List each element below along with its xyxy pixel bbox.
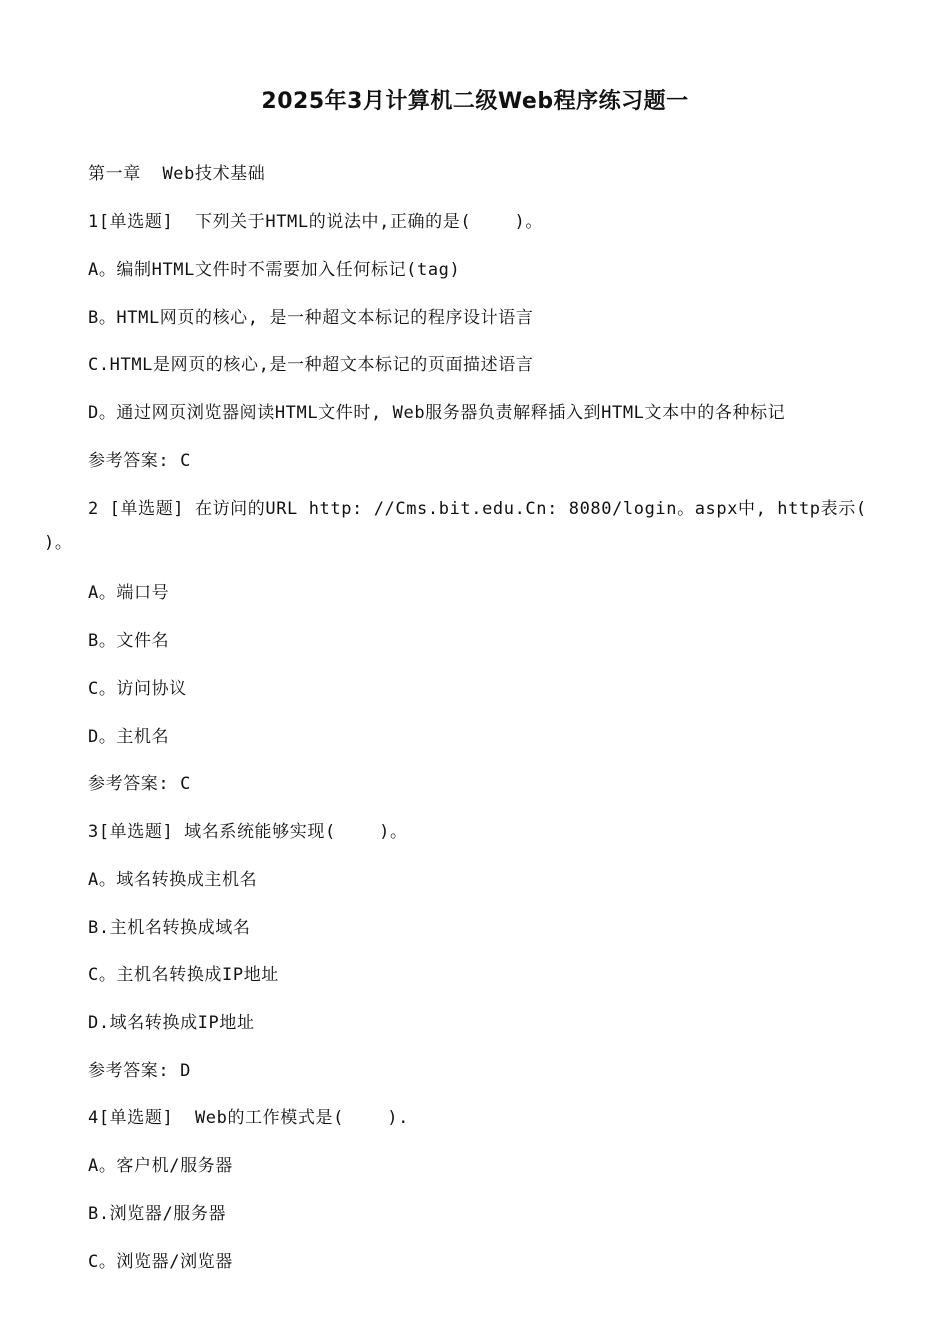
question-3-option-a: A。域名转换成主机名	[88, 870, 258, 890]
question-1-option-a: A。编制HTML文件时不需要加入任何标记(tag)	[88, 260, 461, 280]
chapter-heading: 第一章 Web技术基础	[88, 164, 266, 184]
question-1-answer: 参考答案: C	[88, 451, 191, 471]
question-3-answer: 参考答案: D	[88, 1061, 191, 1081]
question-2-option-d: D。主机名	[88, 727, 170, 747]
question-2-stem-line1: 2 [单选题] 在访问的URL http: //Cms.bit.edu.Cn: 8080/login。aspx中, http表示(	[88, 499, 867, 519]
question-2-option-c: C。访问协议	[88, 679, 187, 699]
question-2-answer: 参考答案: C	[88, 774, 191, 794]
question-4-stem: 4[单选题] Web的工作模式是( ).	[88, 1108, 409, 1128]
question-3-option-b: B.主机名转换成域名	[88, 918, 251, 938]
page-title: 2025年3月计算机二级Web程序练习题一	[261, 89, 689, 114]
question-1-stem: 1[单选题] 下列关于HTML的说法中,正确的是( )。	[88, 212, 543, 232]
question-3-option-c: C。主机名转换成IP地址	[88, 965, 279, 985]
question-4-option-b: B.浏览器/服务器	[88, 1204, 227, 1224]
question-2-option-a: A。端口号	[88, 583, 170, 603]
question-4-option-a: A。客户机/服务器	[88, 1156, 233, 1176]
question-2-option-b: B。文件名	[88, 631, 170, 651]
question-3-stem: 3[单选题] 域名系统能够实现( )。	[88, 822, 408, 842]
question-3-option-d: D.域名转换成IP地址	[88, 1013, 255, 1033]
question-2-stem-line2: )。	[44, 533, 73, 553]
question-1-option-b: B。HTML网页的核心, 是一种超文本标记的程序设计语言	[88, 308, 534, 328]
question-4-option-c: C。浏览器/浏览器	[88, 1252, 233, 1272]
question-1-option-c: C.HTML是网页的核心,是一种超文本标记的页面描述语言	[88, 355, 534, 375]
question-1-option-d: D。通过网页浏览器阅读HTML文件时, Web服务器负责解释插入到HTML文本中的各种标记	[88, 403, 786, 423]
